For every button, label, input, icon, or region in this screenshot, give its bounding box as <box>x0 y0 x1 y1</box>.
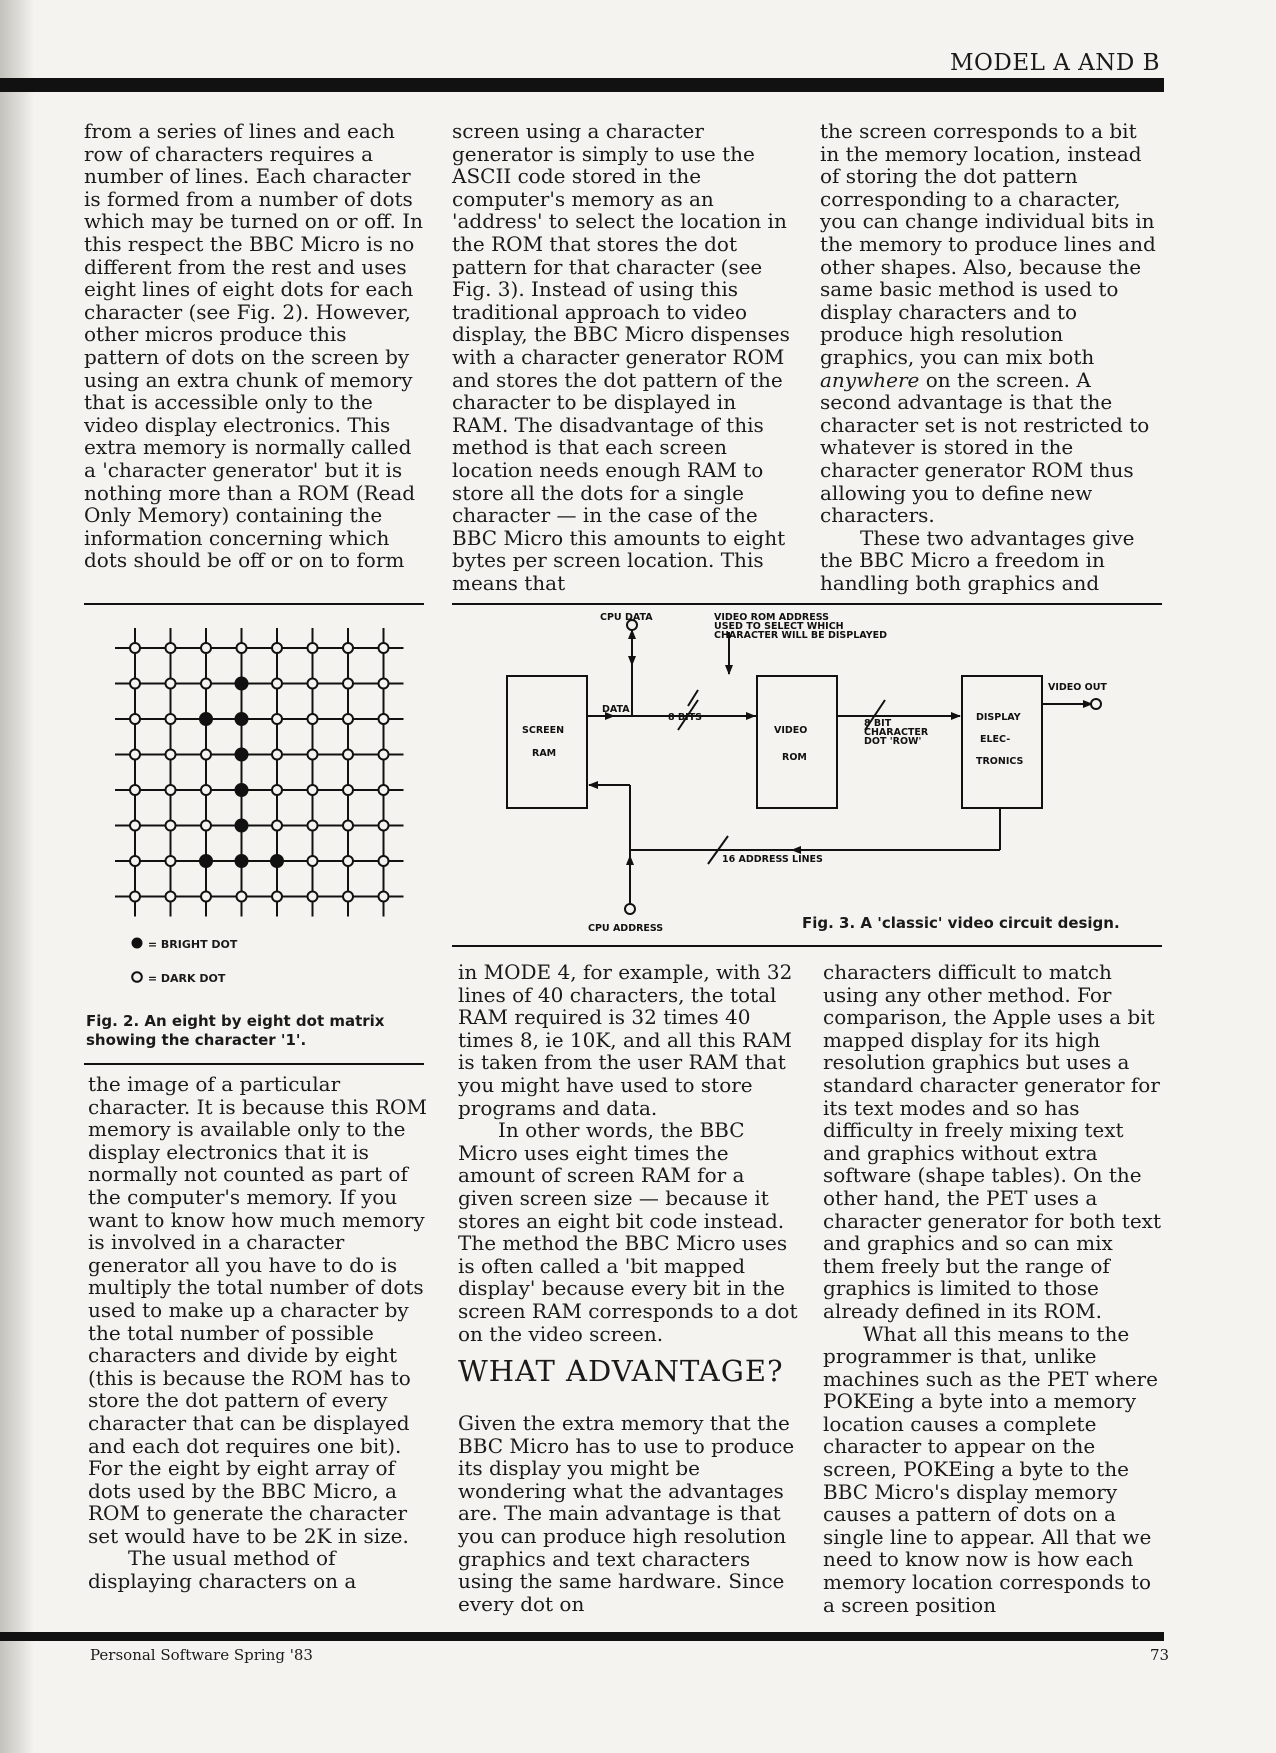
bright-dot <box>236 820 248 832</box>
label-rom-address-1: VIDEO ROM ADDRESS <box>714 612 829 623</box>
fig3-bottom-rule <box>452 945 1162 947</box>
dark-dot <box>343 892 353 902</box>
bright-dot <box>236 678 248 690</box>
label-elec: ELEC- <box>980 734 1011 745</box>
dark-dot <box>237 892 247 902</box>
page-edge-shadow <box>0 0 34 1753</box>
fig2-bottom-rule <box>84 1063 424 1065</box>
running-header: MODEL A AND B <box>949 50 1160 76</box>
dark-dot <box>379 892 389 902</box>
dark-dot <box>343 679 353 689</box>
top-col3-paragraph-2: These two advantages give the BBC Micro a freedom in handling both graphics and <box>820 525 1135 595</box>
dark-dot <box>166 679 176 689</box>
dark-dot <box>201 785 211 795</box>
bottom-column-2 <box>458 961 798 1345</box>
page-number: 73 <box>1150 1646 1170 1664</box>
legend-bright <box>130 936 237 951</box>
bottom-column-1 <box>88 1073 428 1593</box>
top-column-2 <box>452 120 792 594</box>
dark-dot <box>130 714 140 724</box>
label-address-lines: 16 ADDRESS LINES <box>722 854 823 865</box>
dark-dot <box>166 643 176 653</box>
legend-dark <box>130 970 225 985</box>
bottom-col2-paragraph-1: in MODE 4, for example, with 32 lines of 40 characters, the total RAM required is 32 times 40 times 8, ie 10K, and all this RAM is taken from the user RAM that you might have used to store programs and data. <box>458 960 793 1120</box>
fig3-caption: Fig. 3. A 'classic' video circuit design. <box>802 914 1120 932</box>
fig2-dot-matrix <box>90 618 420 918</box>
dark-dot <box>201 821 211 831</box>
dark-dot <box>201 643 211 653</box>
label-8-bits: 8 BITS <box>668 712 703 723</box>
bright-dot <box>236 713 248 725</box>
label-rom-address-3: CHARACTER WILL BE DISPLAYED <box>714 630 887 641</box>
top-col1-text: from a series of lines and each row of characters requires a number of lines. Each character is formed from a number of dots which may be turned on or off. In this respect the BBC Micro is no different from the rest and uses eight lines of eight dots for each character (see Fig. 2). However, other micros produce this pattern of dots on the screen by using an extra chunk of memory that is accessible only to the video display electronics. This extra memory is normally called a 'character generator' but it is nothing more than a ROM (Read Only Memory) containing the information concerning which dots should be off or on to form <box>84 119 424 573</box>
footer-publication: Personal Software Spring '83 <box>90 1646 313 1664</box>
dark-dot <box>343 821 353 831</box>
dark-dot <box>379 643 389 653</box>
dark-dot <box>272 714 282 724</box>
label-cpu-address: CPU ADDRESS <box>588 923 664 934</box>
fig2-caption: Fig. 2. An eight by eight dot matrix showing the character '1'. <box>86 1012 385 1049</box>
bottom-col3-paragraph-2: What all this means to the programmer is that, unlike machines such as the PET where POKEing a byte into a memory location causes a complete character to appear on the screen, POKEing a byte to the BBC Micro's display memory causes a pattern of dots on a single line to appear. All that we need to know now is how each memory location corresponds to a screen position <box>823 1321 1158 1617</box>
dark-dot <box>130 892 140 902</box>
legend-bright-text: = BRIGHT DOT <box>147 938 238 951</box>
dark-dot <box>308 643 318 653</box>
dark-dot <box>166 892 176 902</box>
dark-dot-icon <box>130 970 144 984</box>
label-screen: SCREEN <box>522 725 565 736</box>
header-rule <box>0 78 1164 92</box>
label-video-out: VIDEO OUT <box>1048 682 1107 693</box>
bright-dot <box>236 784 248 796</box>
label-character: CHARACTER <box>864 727 929 738</box>
dark-dot <box>130 821 140 831</box>
dark-dot <box>308 892 318 902</box>
dark-dot <box>343 750 353 760</box>
dark-dot <box>201 750 211 760</box>
dark-dot <box>166 785 176 795</box>
label-data: DATA <box>602 704 630 715</box>
top-col3-text-b: on the screen. A second advantage is that the character set is not restricted to whatever is stored in the character generator ROM thus allowing you to define new characters. <box>820 367 1150 528</box>
dark-dot <box>379 714 389 724</box>
dark-dot <box>272 643 282 653</box>
figure-top-rule-left <box>84 603 424 605</box>
dark-dot <box>201 679 211 689</box>
dark-dot <box>379 750 389 760</box>
bottom-column-2-continued <box>458 1412 798 1615</box>
figure-top-rule-right <box>452 603 1162 605</box>
bright-dot <box>200 713 212 725</box>
top-col3-paragraph-1 <box>820 120 1160 527</box>
dark-dot <box>130 750 140 760</box>
top-column-1 <box>84 120 424 572</box>
fig3-block-diagram <box>452 608 1162 938</box>
top-col3-text-a: the screen corresponds to a bit in the memory location, instead of storing the dot pattern corresponding to a character, you can change individual bits in the memory to produce lines and other shapes. Also, because the same basic method is used to display characters and to produce high resolution graphics, you can mix both <box>820 119 1156 369</box>
dark-dot <box>343 714 353 724</box>
bright-dot-icon <box>130 936 144 950</box>
dark-dot <box>308 821 318 831</box>
label-video: VIDEO <box>774 725 808 736</box>
bright-dot <box>200 855 212 867</box>
bottom-col3-paragraph-1: characters difficult to match using any other method. For comparison, the Apple uses a bit mapped display for its high resolution graphics but uses a standard character generator for its text modes and so has difficulty in freely mixing text and graphics without extra software (shape tables). On the other hand, the PET uses a character generator for both text and graphics and so can mix them freely but the range of graphics is limited to those already defined in its ROM. <box>823 960 1161 1323</box>
dark-dot <box>308 714 318 724</box>
dark-dot <box>272 785 282 795</box>
dark-dot <box>201 892 211 902</box>
dark-dot <box>379 821 389 831</box>
bottom-col1-paragraph-1: the image of a particular character. It is because this ROM memory is available only to the display electronics that it is normally not counted as part of the computer's memory. If you want to know how much memory is involved in a character generator all you have to do is multiply the total number of dots used to make up a character by the total number of possible characters and divide by eight (this is because the ROM has to store the dot pattern of every character that can be displayed and each dot requires one bit). For the eight by eight array of dots used by the BBC Micro, a ROM to generate the character set would have to be 2K in size. <box>88 1072 427 1548</box>
dark-dot <box>308 750 318 760</box>
dark-dot <box>379 679 389 689</box>
dark-dot <box>237 643 247 653</box>
dark-dot <box>343 785 353 795</box>
bottom-col1-paragraph-2: The usual method of displaying characters on a <box>88 1546 357 1594</box>
footer-rule <box>0 1632 1164 1641</box>
dark-dot <box>272 892 282 902</box>
dark-dot <box>130 785 140 795</box>
label-dot-row: DOT 'ROW' <box>864 736 922 747</box>
dark-dot <box>272 750 282 760</box>
dark-dot <box>166 750 176 760</box>
dark-dot <box>308 785 318 795</box>
bottom-col2-paragraph-2: In other words, the BBC Micro uses eight times the amount of screen RAM for a given screen size — because it stores an eight bit code instead. The method the BBC Micro uses is often called a 'bit mapped display' because every bit in the screen RAM corresponds to a dot on the video screen. <box>458 1118 798 1346</box>
dark-dot <box>130 679 140 689</box>
dark-dot <box>343 643 353 653</box>
dark-dot <box>308 856 318 866</box>
dark-dot <box>166 821 176 831</box>
dark-dot <box>379 785 389 795</box>
top-column-3 <box>820 120 1160 594</box>
bright-dot <box>271 855 283 867</box>
dark-dot <box>343 856 353 866</box>
video-rom-box <box>757 676 837 808</box>
bottom-column-3 <box>823 961 1163 1616</box>
dark-dot <box>379 856 389 866</box>
dark-dot <box>272 679 282 689</box>
dark-dot <box>166 714 176 724</box>
label-rom-address-2: USED TO SELECT WHICH <box>714 621 844 632</box>
dark-dot <box>130 856 140 866</box>
label-ram: RAM <box>532 748 557 759</box>
bright-dot <box>236 855 248 867</box>
label-display: DISPLAY <box>976 712 1021 723</box>
emphasis-anywhere: anywhere <box>820 367 920 392</box>
legend-dark-text: = DARK DOT <box>147 972 226 985</box>
label-8-bit: 8 BIT <box>864 718 892 729</box>
dark-dot <box>130 643 140 653</box>
label-rom: ROM <box>782 752 807 763</box>
label-tronics: TRONICS <box>976 756 1024 767</box>
dark-dot <box>166 856 176 866</box>
dark-dot <box>272 821 282 831</box>
screen-ram-box <box>507 676 587 808</box>
section-heading: WHAT ADVANTAGE? <box>458 1354 784 1388</box>
label-cpu-data: CPU DATA <box>600 612 653 623</box>
bright-dot <box>236 749 248 761</box>
bottom-col2-paragraph-3: Given the extra memory that the BBC Micro has to use to produce its display you might be wondering what the advantages are. The main advantage is that you can produce high resolution graphics and text characters using the same hardware. Since every dot on <box>458 1411 795 1616</box>
dark-dot <box>308 679 318 689</box>
top-col2-text: screen using a character generator is simply to use the ASCII code stored in the computer's memory as an 'address' to select the location in the ROM that stores the dot pattern for that character (see Fig. 3). Instead of using this traditional approach to video display, the BBC Micro dispenses with a character generator ROM and stores the dot pattern of the character to be displayed in RAM. The disadvantage of this method is that each screen location needs enough RAM to store all the dots for a single character — in the case of the BBC Micro this amounts to eight bytes per screen location. This means that <box>452 119 790 595</box>
